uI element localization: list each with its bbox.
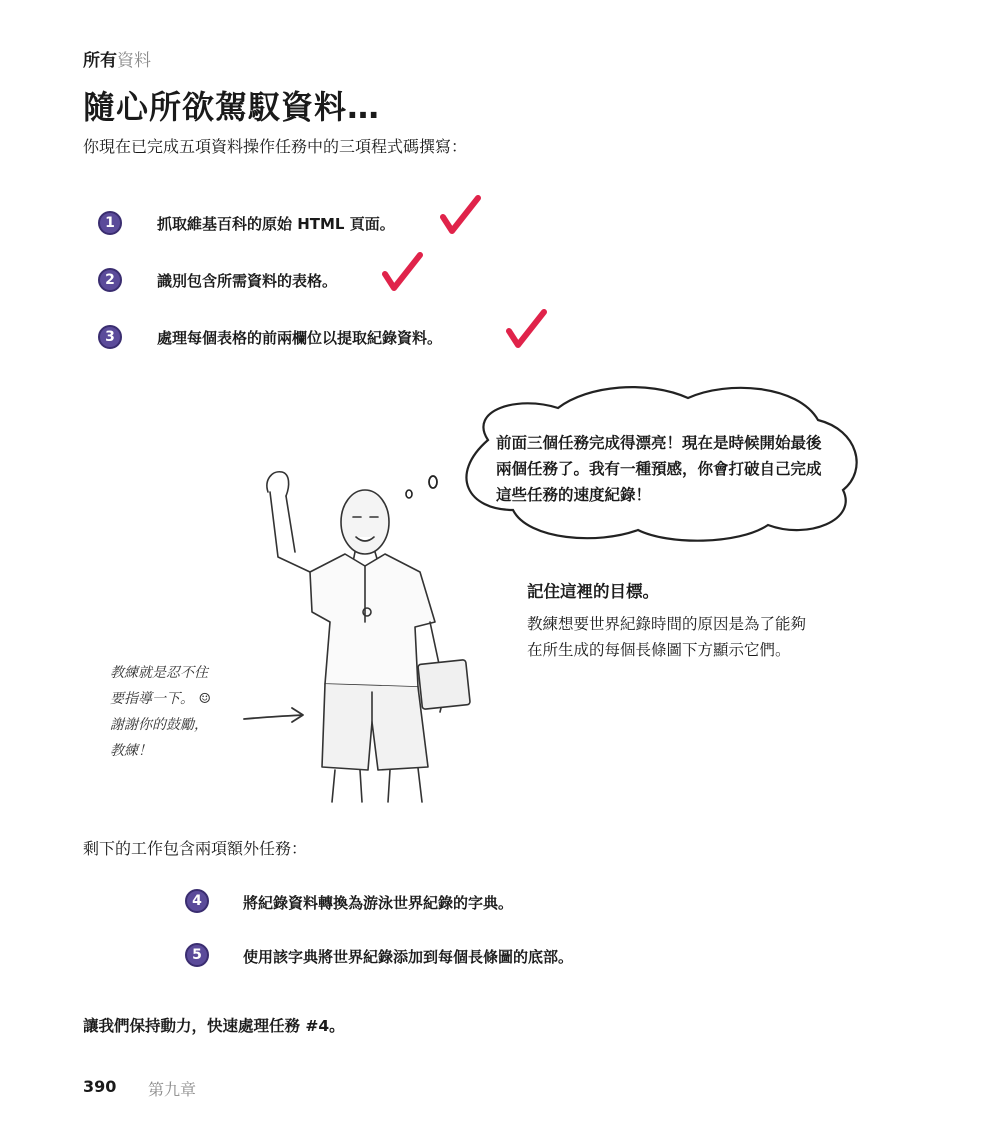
- note-line: [110, 686, 211, 712]
- task-number-badge: 2: [98, 268, 122, 292]
- task-number-badge: 3: [98, 325, 122, 349]
- note-line: 謝謝你的鼓勵，: [110, 717, 208, 733]
- note-line-text: 要指導一下。: [110, 691, 194, 707]
- page-number: 390: [83, 1077, 117, 1096]
- page-title: 隨心所欲駕馭資料…: [83, 88, 381, 126]
- remaining-intro: 剩下的工作包含兩項額外任務：: [83, 839, 308, 858]
- thought-bubble-text: 前面三個任務完成得漂亮！現在是時候開始最後兩個任務了。我有一種預感，你會打破自己完成這些任務的速度紀錄！: [496, 434, 822, 504]
- closing-text: 讓我們保持動力，快速處理任務 #4。: [83, 1017, 345, 1035]
- task-number-badge: 4: [185, 889, 209, 913]
- coach-illustration: [250, 462, 480, 807]
- goal-body: 教練想要世界紀錄時間的原因是為了能夠在所生成的每個長條圖下方顯示它們。: [527, 615, 807, 659]
- section-header-muted: 資料: [117, 51, 151, 71]
- note-line: 教練就是忍不住: [110, 665, 208, 681]
- chapter-label: 第九章: [148, 1080, 197, 1099]
- task-item-3: 處理每個表格的前兩欄位以提取紀錄資料。: [157, 329, 443, 347]
- checkmark-icon: [506, 309, 548, 349]
- checkmark-icon: [440, 195, 482, 235]
- smiley-icon: ☺: [194, 691, 212, 707]
- task-item-1: 抓取維基百科的原始 HTML 頁面。: [157, 215, 395, 233]
- intro-text: 你現在已完成五項資料操作任務中的三項程式碼撰寫：: [83, 137, 468, 156]
- section-header: [83, 46, 151, 71]
- goal-heading: 記住這裡的目標。: [527, 582, 659, 601]
- section-header-bold: 所有: [83, 51, 117, 71]
- task-number-badge: 1: [98, 211, 122, 235]
- task-item-2: 識別包含所需資料的表格。: [157, 272, 338, 290]
- task-item-4: 將紀錄資料轉換為游泳世界紀錄的字典。: [243, 894, 514, 912]
- checkmark-icon: [382, 252, 424, 292]
- handwritten-note: [110, 660, 211, 764]
- task-item-5: 使用該字典將世界紀錄添加到每個長條圖的底部。: [243, 948, 574, 966]
- note-line: 教練！: [110, 743, 152, 759]
- task-number-badge: 5: [185, 943, 209, 967]
- arrow-right-icon: [240, 700, 310, 730]
